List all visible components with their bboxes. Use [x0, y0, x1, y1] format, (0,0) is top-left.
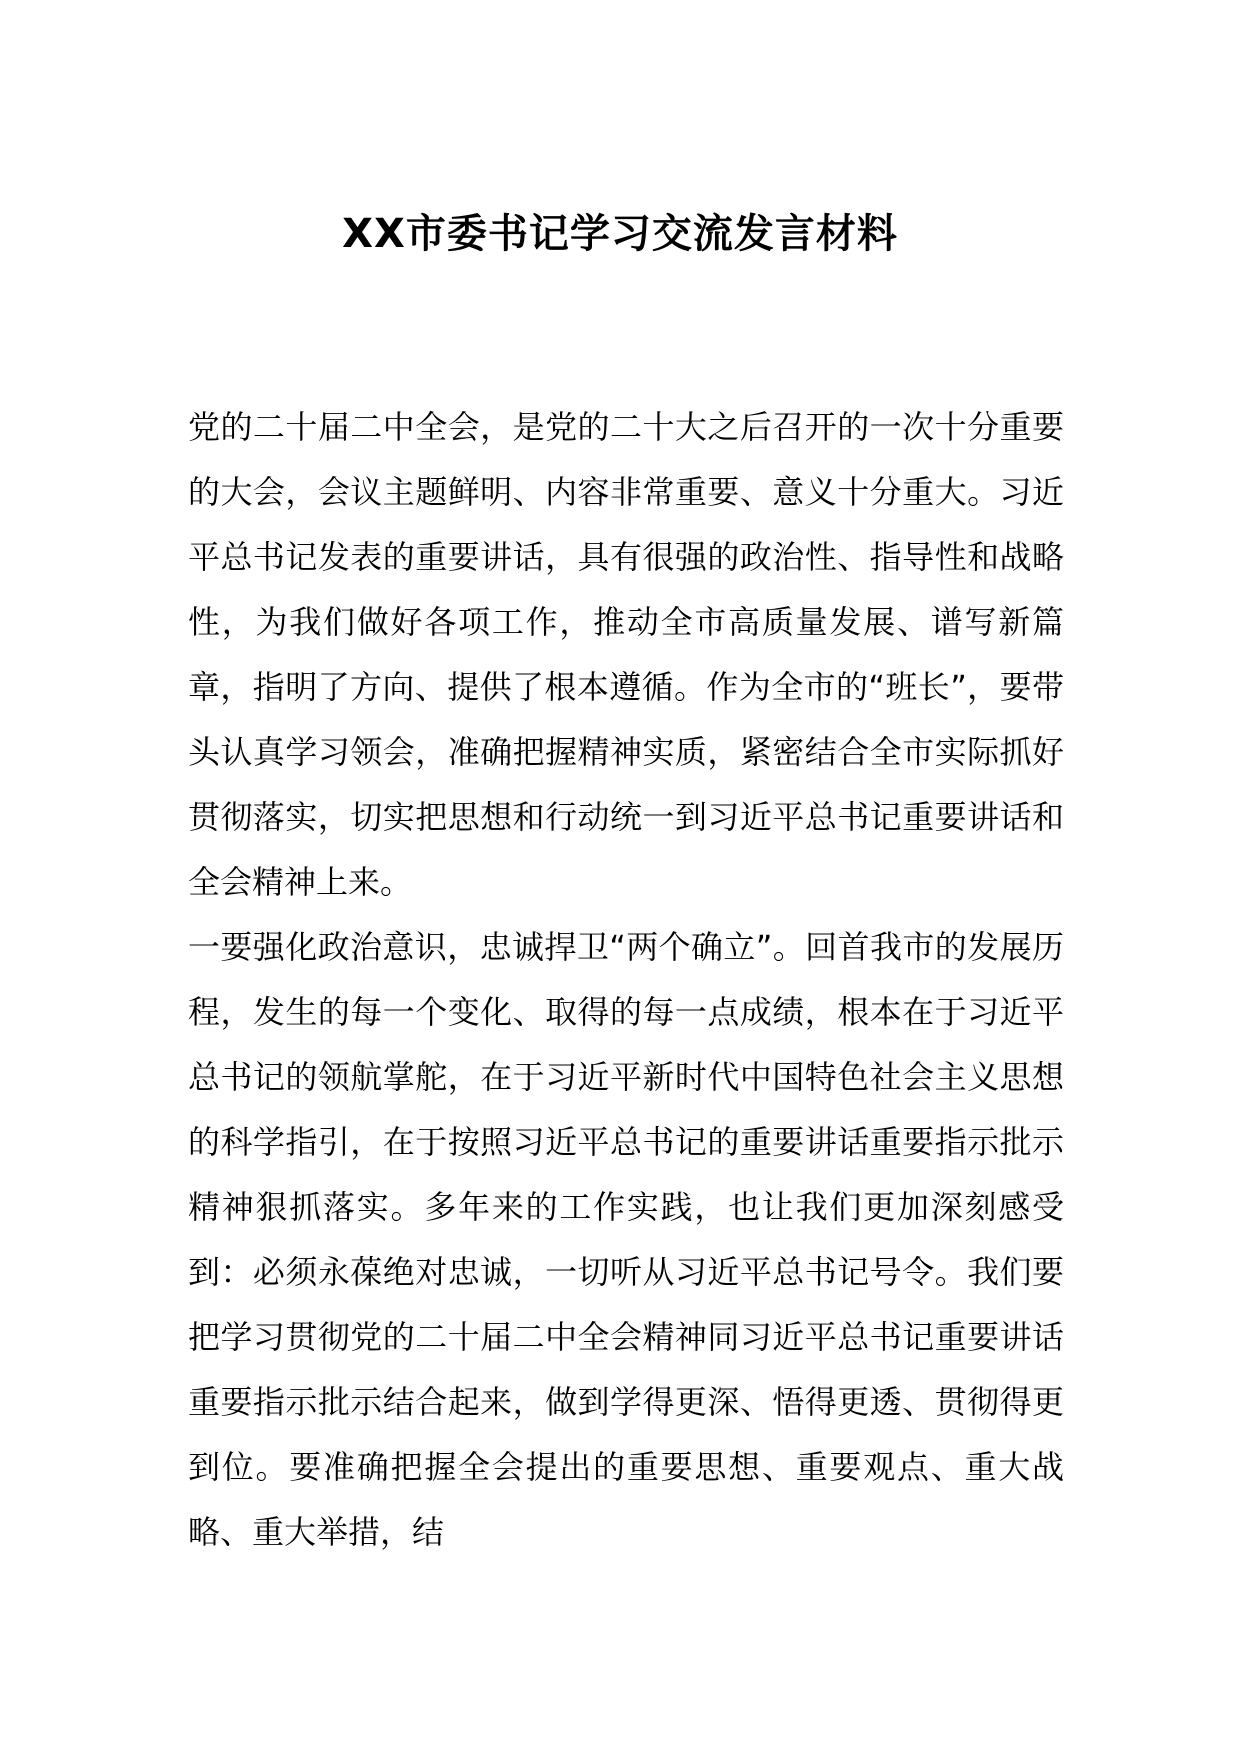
- document-title: XX市委书记学习交流发言材料: [342, 211, 898, 257]
- document-body: [188, 395, 1064, 1565]
- paragraph-intro: 党的二十届二中全会，是党的二十大之后召开的一次十分重要的大会，会议主题鲜明、内容非常重要、意义十分重大。习近平总书记发表的重要讲话，具有很强的政治性、指导性和战略性，为我们做好各项工作，推动全市高质量发展、谱写新篇章，指明了方向、提供了根本遵循。作为全市的“班长”，要带头认真学习领会，准确把握精神实质，紧密结合全市实际抓好贯彻落实，切实把思想和行动统一到习近平总书记重要讲话和全会精神上来。: [188, 408, 1064, 901]
- paragraph-point-one: 一要强化政治意识，忠诚捍卫“两个确立”。回首我市的发展历程，发生的每一个变化、取得的每一点成绩，根本在于习近平总书记的领航掌舵，在于习近平新时代中国特色社会主义思想的科学指引，在于按照习近平总书记的重要讲话重要指示批示精神狠抓落实。多年来的工作实践，也让我们更加深刻感受到：必须永葆绝对忠诚，一切听从习近平总书记号令。我们要把学习贯彻党的二十届二中全会精神同习近平总书记重要讲话重要指示批示结合起来，做到学得更深、悟得更透、贯彻得更到位。要准确把握全会提出的重要思想、重要观点、重大战略、重大举措，结: [188, 928, 1064, 1551]
